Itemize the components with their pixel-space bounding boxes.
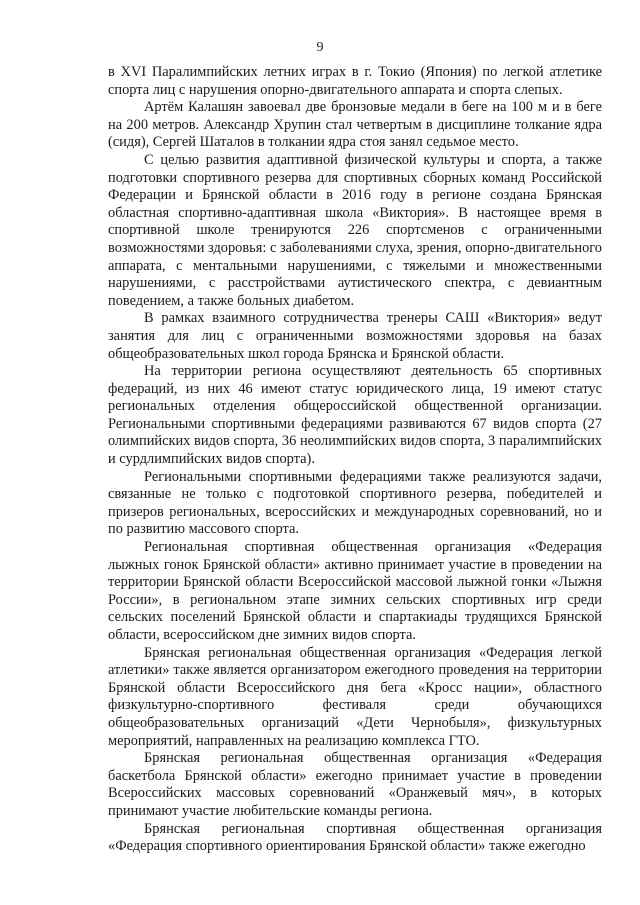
paragraph-athletics-federation: Брянская региональная общественная организация «Федерация легкой атлетики» также является организатором ежегодного проведения на территории Брянской области Всероссийского дня бега «Кросс нации», областного физкультурно-спортивного фестиваля среди обучающихся общеобразовательных организаций «Дети Чернобыля», физкультурных мероприятий, направленных на реализацию комплекса ГТО. [108,644,602,749]
paragraph-sports-federations: На территории региона осуществляют деятельность 65 спортивных федераций, из них 46 имеют статус юридического лица, 19 имеют статус региональных отделения общероссийской общественной организации. Региональными спортивными федерациями развиваются 67 видов спорта (27 олимпийских видов спорта, 36 неолимпийских видов спорта, 3 паралимпийских и сурдлимпийских видов спорта). [108,363,602,468]
page-number: 9 [316,40,324,55]
document-body [108,64,602,856]
paragraph-coaches-cooperation: В рамках взаимного сотрудничества тренеры САШ «Виктория» ведут занятия для лиц с ограниченными возможностями здоровья на базах общеобразовательных школ города Брянска и Брянской области. [108,310,602,362]
paragraph-basketball-federation: Брянская региональная общественная организация «Федерация баскетбола Брянской области» ежегодно принимает участие в проведении Всероссийских массовых соревнований «Оранжевый мяч», в которых принимают участие любительские команды региона. [108,750,602,819]
paragraph-athlete-results: Артём Калашян завоевал две бронзовые медали в беге на 100 м и в беге на 200 метров. Александр Хрупин стал четвертым в дисциплине толкание ядра (сидя), Сергей Шаталов в толкании ядра стоя занял седьмое место. [108,99,602,151]
paragraph-federation-tasks: Региональными спортивными федерациями также реализуются задачи, связанные не только с подготовкой спортивного резерва, победителей и призеров региональных, всероссийских и международных соревнований, но и по развитию массового спорта. [108,468,602,538]
paragraph-paralympics-continuation: в XVI Паралимпийских летних играх в г. Токио (Япония) по легкой атлетике спорта лиц с нарушения опорно-двигательного аппарата и спорта слепых. [108,64,602,98]
paragraph-orienteering-federation: Брянская региональная спортивная общественная организация «Федерация спортивного ориентирования Брянской области» также ежегодно [108,820,602,855]
paragraph-adaptive-school: С целью развития адаптивной физической культуры и спорта, а также подготовки спортивного резерва для спортивных сборных команд Российской Федерации и Брянской области в 2016 году в регионе создана Брянская областная спортивно-адаптивная школа «Виктория». В настоящее время в спортивной школе тренируются 226 спортсменов с ограниченными возможностями здоровья: с заболеваниями слуха, зрения, опорно-двигательного аппарата, с ментальными нарушениями, с тяжелыми и множественными нарушениями, с расстройствами аутистического спектра, с девиантным поведением, а также больных диабетом. [108,151,602,309]
paragraph-ski-federation: Региональная спортивная общественная организация «Федерация лыжных гонок Брянской области» активно принимает участие в проведении на территории Брянской области Всероссийской массовой лыжной гонки «Лыжня России», в региональном этапе зимних сельских спортивных игр среди сельских поселений Брянской области и спартакиады трудящихся Брянской области, всероссийском дне зимних видов спорта. [108,539,602,643]
